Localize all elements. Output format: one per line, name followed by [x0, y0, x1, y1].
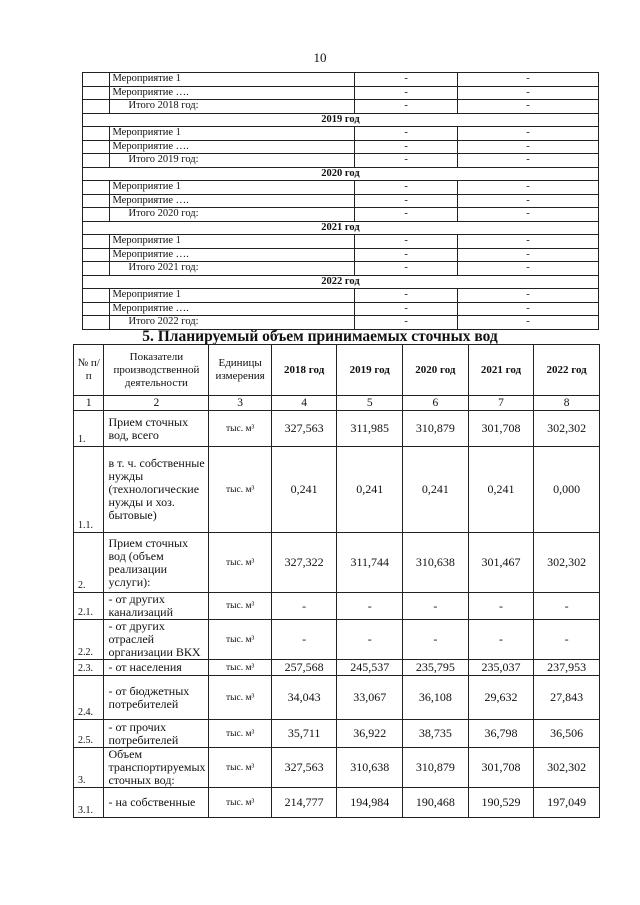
year-label: 2021 год: [83, 221, 599, 235]
value-cell: -: [355, 208, 458, 222]
value-cell: 311,985: [337, 411, 403, 447]
value-cell: 327,322: [271, 533, 337, 593]
value-cell: -: [457, 302, 598, 316]
value-cell: -: [271, 593, 337, 620]
value-cell: 0,241: [271, 447, 337, 533]
value-cell: 310,638: [337, 748, 403, 788]
row-number: 2.4.: [74, 676, 104, 720]
value-cell: 301,708: [468, 748, 534, 788]
table-row: [74, 411, 600, 447]
measure-label: Мероприятие 1: [110, 181, 355, 195]
value-cell: -: [534, 593, 600, 620]
measure-label: Мероприятие ….: [110, 302, 355, 316]
measure-row: [83, 302, 599, 316]
value-cell: 190,529: [468, 788, 534, 818]
row-number: 3.1.: [74, 788, 104, 818]
indicator-label: - от населения: [104, 660, 209, 676]
year-header-row: [83, 113, 599, 127]
row-number: 2.3.: [74, 660, 104, 676]
measure-label: Мероприятие 1: [110, 127, 355, 141]
value-cell: 34,043: [271, 676, 337, 720]
value-cell: -: [457, 100, 598, 114]
header-2018: 2018 год: [271, 345, 337, 396]
value-cell: -: [355, 127, 458, 141]
row-number: 2.: [74, 533, 104, 593]
value-cell: -: [355, 316, 458, 330]
value-cell: -: [457, 235, 598, 249]
measure-label: Мероприятие 1: [110, 235, 355, 249]
value-cell: -: [468, 620, 534, 660]
row-number: 1.1.: [74, 447, 104, 533]
index-cell: 1: [74, 396, 104, 411]
indicator-label: в т. ч. собственные нужды (технологические нужды и хоз. бытовые): [104, 447, 209, 533]
value-cell: -: [457, 140, 598, 154]
measure-row: [83, 235, 599, 249]
value-cell: -: [457, 316, 598, 330]
value-cell: -: [355, 100, 458, 114]
measure-row: [83, 140, 599, 154]
value-cell: -: [355, 262, 458, 276]
year-header-row: [83, 167, 599, 181]
value-cell: -: [457, 289, 598, 303]
measure-row: [83, 86, 599, 100]
unit-cell: тыс. м³: [209, 533, 271, 593]
header-2020: 2020 год: [403, 345, 469, 396]
indicator-label: Прием сточных вод, всего: [104, 411, 209, 447]
value-cell: 35,711: [271, 720, 337, 748]
value-cell: 310,638: [403, 533, 469, 593]
index-cell: 2: [104, 396, 209, 411]
value-cell: 257,568: [271, 660, 337, 676]
value-cell: -: [457, 248, 598, 262]
value-cell: -: [457, 194, 598, 208]
measure-label: Итого 2019 год:: [110, 154, 355, 168]
table-row: [74, 533, 600, 593]
measure-label: Итого 2021 год:: [110, 262, 355, 276]
unit-cell: тыс. м³: [209, 720, 271, 748]
header-2021: 2021 год: [468, 345, 534, 396]
value-cell: 0,000: [534, 447, 600, 533]
value-cell: 327,563: [271, 748, 337, 788]
wastewater-volume-table: [73, 344, 600, 818]
measure-label: Мероприятие ….: [110, 194, 355, 208]
num-cell: [83, 181, 110, 195]
value-cell: 310,879: [403, 411, 469, 447]
value-cell: 36,108: [403, 676, 469, 720]
indicator-label: Объем транспортируемых сточных вод:: [104, 748, 209, 788]
table-row: [74, 620, 600, 660]
value-cell: 36,506: [534, 720, 600, 748]
measure-row: [83, 127, 599, 141]
measure-label: Мероприятие ….: [110, 140, 355, 154]
total-row: [83, 208, 599, 222]
value-cell: 38,735: [403, 720, 469, 748]
value-cell: -: [457, 154, 598, 168]
value-cell: 214,777: [271, 788, 337, 818]
page-number: 10: [313, 50, 327, 65]
num-cell: [83, 302, 110, 316]
value-cell: -: [355, 302, 458, 316]
table-row: [74, 593, 600, 620]
header-unit: Единицы измерения: [209, 345, 271, 396]
value-cell: 0,241: [468, 447, 534, 533]
total-row: [83, 262, 599, 276]
unit-cell: тыс. м³: [209, 411, 271, 447]
row-number: 1.: [74, 411, 104, 447]
value-cell: -: [355, 235, 458, 249]
value-cell: -: [457, 181, 598, 195]
num-cell: [83, 140, 110, 154]
table-row: [74, 720, 600, 748]
unit-cell: тыс. м³: [209, 748, 271, 788]
value-cell: -: [457, 86, 598, 100]
year-label: 2022 год: [83, 275, 599, 289]
num-cell: [83, 262, 110, 276]
header-indicator: Показатели производственной деятельности: [104, 345, 209, 396]
total-row: [83, 316, 599, 330]
num-cell: [83, 100, 110, 114]
indicator-label: - на собственные: [104, 788, 209, 818]
table-row: [74, 676, 600, 720]
unit-cell: тыс. м³: [209, 593, 271, 620]
value-cell: 245,537: [337, 660, 403, 676]
value-cell: -: [468, 593, 534, 620]
value-cell: 301,467: [468, 533, 534, 593]
indicator-label: - от других канализаций: [104, 593, 209, 620]
measure-row: [83, 248, 599, 262]
unit-cell: тыс. м³: [209, 676, 271, 720]
value-cell: -: [355, 181, 458, 195]
unit-cell: тыс. м³: [209, 788, 271, 818]
table-row: [74, 447, 600, 533]
value-cell: 194,984: [337, 788, 403, 818]
num-cell: [83, 86, 110, 100]
table-row: [74, 660, 600, 676]
value-cell: 36,798: [468, 720, 534, 748]
value-cell: -: [355, 154, 458, 168]
value-cell: -: [457, 127, 598, 141]
header-num: № п/п: [74, 345, 104, 396]
index-row: [74, 396, 600, 411]
measure-label: Мероприятие 1: [110, 289, 355, 303]
num-cell: [83, 235, 110, 249]
unit-cell: тыс. м³: [209, 447, 271, 533]
header-2022: 2022 год: [534, 345, 600, 396]
value-cell: 197,049: [534, 788, 600, 818]
index-cell: 5: [337, 396, 403, 411]
num-cell: [83, 248, 110, 262]
measure-label: Итого 2022 год:: [110, 316, 355, 330]
value-cell: 190,468: [403, 788, 469, 818]
num-cell: [83, 289, 110, 303]
index-cell: 3: [209, 396, 271, 411]
value-cell: -: [457, 208, 598, 222]
measure-row: [83, 181, 599, 195]
value-cell: -: [355, 86, 458, 100]
row-number: 2.1.: [74, 593, 104, 620]
year-header-row: [83, 275, 599, 289]
num-cell: [83, 154, 110, 168]
indicator-label: - от других отраслей организации ВКХ: [104, 620, 209, 660]
num-cell: [83, 194, 110, 208]
measure-label: Итого 2018 год:: [110, 100, 355, 114]
num-cell: [83, 127, 110, 141]
header-2019: 2019 год: [337, 345, 403, 396]
num-cell: [83, 73, 110, 87]
table-row: [74, 788, 600, 818]
measure-row: [83, 289, 599, 303]
num-cell: [83, 316, 110, 330]
total-row: [83, 100, 599, 114]
index-cell: 6: [403, 396, 469, 411]
measure-row: [83, 73, 599, 87]
measure-label: Итого 2020 год:: [110, 208, 355, 222]
value-cell: 235,037: [468, 660, 534, 676]
value-cell: 235,795: [403, 660, 469, 676]
value-cell: 302,302: [534, 748, 600, 788]
header-row: [74, 345, 600, 396]
indicator-label: - от прочих потребителей: [104, 720, 209, 748]
value-cell: 237,953: [534, 660, 600, 676]
value-cell: 302,302: [534, 533, 600, 593]
value-cell: -: [457, 73, 598, 87]
total-row: [83, 154, 599, 168]
value-cell: 33,067: [337, 676, 403, 720]
value-cell: -: [534, 620, 600, 660]
measure-row: [83, 194, 599, 208]
value-cell: -: [457, 262, 598, 276]
year-header-row: [83, 221, 599, 235]
index-cell: 4: [271, 396, 337, 411]
index-cell: 7: [468, 396, 534, 411]
year-label: 2020 год: [83, 167, 599, 181]
value-cell: -: [337, 620, 403, 660]
value-cell: -: [355, 194, 458, 208]
value-cell: 302,302: [534, 411, 600, 447]
value-cell: -: [355, 248, 458, 262]
value-cell: -: [403, 620, 469, 660]
value-cell: 0,241: [337, 447, 403, 533]
num-cell: [83, 208, 110, 222]
section-title: 5. Планируемый объем принимаемых сточных вод: [142, 328, 498, 345]
indicator-label: - от бюджетных потребителей: [104, 676, 209, 720]
value-cell: 0,241: [403, 447, 469, 533]
value-cell: 311,744: [337, 533, 403, 593]
row-number: 2.5.: [74, 720, 104, 748]
measure-label: Мероприятие 1: [110, 73, 355, 87]
row-number: 3.: [74, 748, 104, 788]
value-cell: -: [355, 73, 458, 87]
value-cell: 310,879: [403, 748, 469, 788]
index-cell: 8: [534, 396, 600, 411]
row-number: 2.2.: [74, 620, 104, 660]
indicator-label: Прием сточных вод (объем реализации услуги):: [104, 533, 209, 593]
value-cell: 301,708: [468, 411, 534, 447]
table-row: [74, 748, 600, 788]
value-cell: 327,563: [271, 411, 337, 447]
value-cell: -: [271, 620, 337, 660]
year-label: 2019 год: [83, 113, 599, 127]
value-cell: 27,843: [534, 676, 600, 720]
measures-table: [82, 72, 599, 330]
value-cell: -: [355, 140, 458, 154]
measure-label: Мероприятие ….: [110, 248, 355, 262]
value-cell: 36,922: [337, 720, 403, 748]
value-cell: -: [337, 593, 403, 620]
value-cell: -: [355, 289, 458, 303]
unit-cell: тыс. м³: [209, 660, 271, 676]
unit-cell: тыс. м³: [209, 620, 271, 660]
measure-label: Мероприятие ….: [110, 86, 355, 100]
value-cell: -: [403, 593, 469, 620]
value-cell: 29,632: [468, 676, 534, 720]
